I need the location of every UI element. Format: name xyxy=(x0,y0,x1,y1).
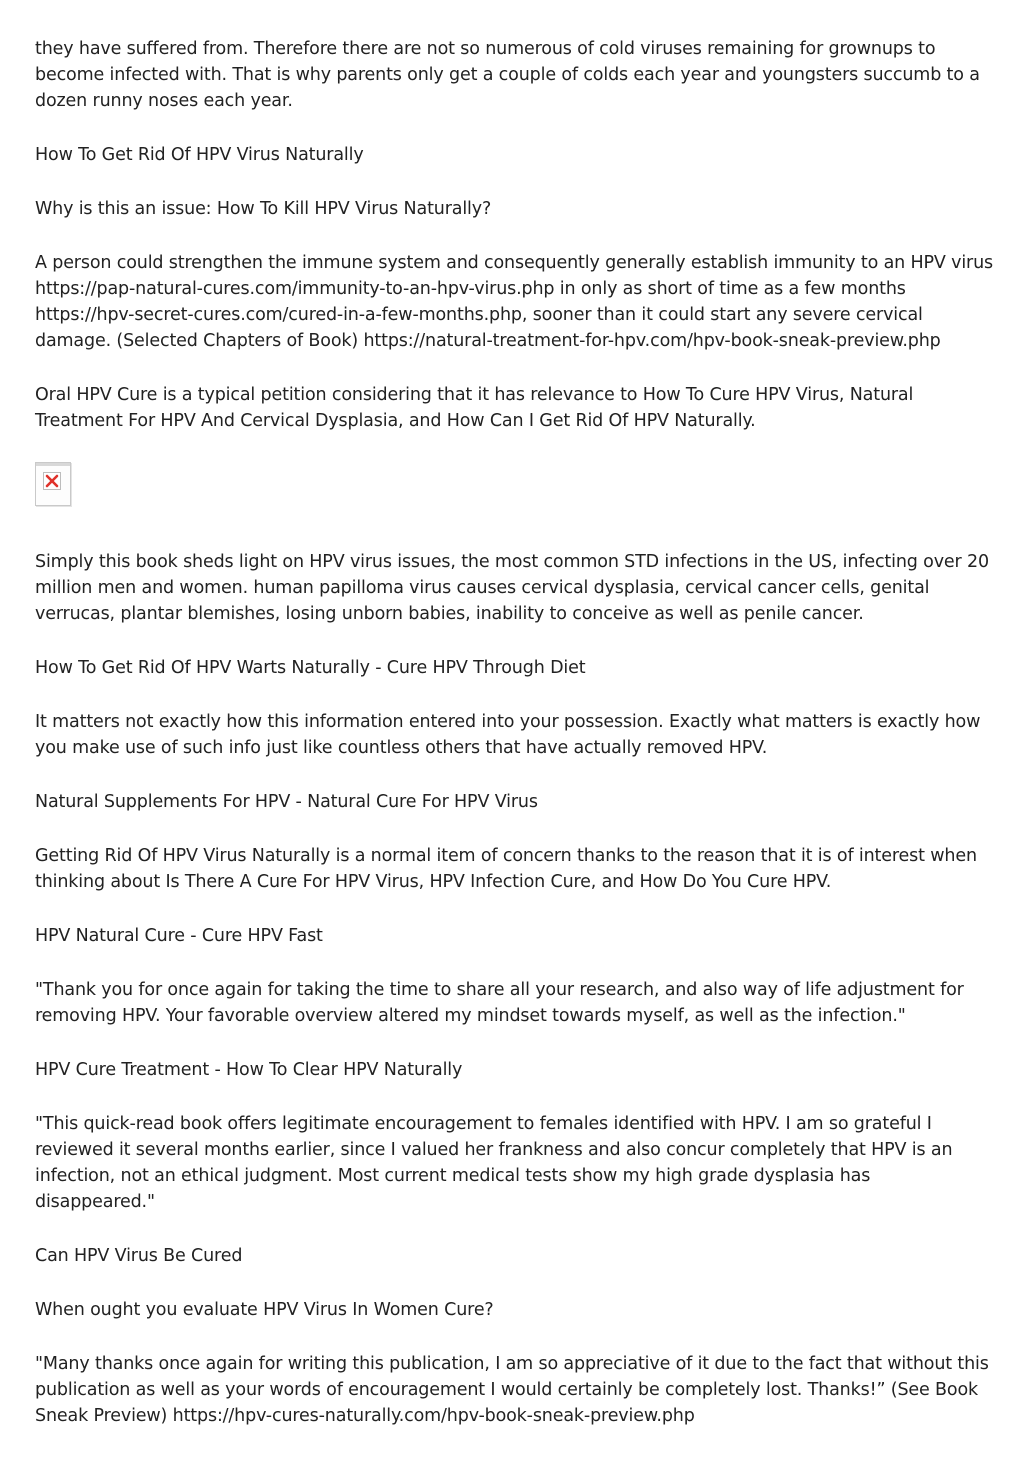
testimonial-many-thanks: "Many thanks once again for writing this publication, I am so appreciative of it due to the fact that without this publication as well as your words of encouragement I would certainly be completely lost. Thanks!” (See Book Sneak Preview) https://hpv-cures-naturally.com/hpv-book-sneak-preview.php xyxy=(35,1354,989,1426)
heading-natural-cure: HPV Natural Cure - Cure HPV Fast xyxy=(35,926,323,946)
paragraph-information: It matters not exactly how this information entered into your possession. Exactly what matters is exactly how you make use of such info just like countless others that have actually removed HPV. xyxy=(35,712,981,758)
heading-supplements: Natural Supplements For HPV - Natural Cure For HPV Virus xyxy=(35,792,538,812)
testimonial-quick-read: "This quick-read book offers legitimate encouragement to females identified with HPV. I am so grateful I reviewed it several months earlier, since I valued her frankness and also concur completely that HPV is an infection, not an ethical judgment. Most current medical tests show my high grade dysplasia has disappeared." xyxy=(35,1114,953,1212)
document-body xyxy=(35,36,995,1457)
heading-get-rid-hpv: How To Get Rid Of HPV Virus Naturally xyxy=(35,145,364,165)
paragraph-immune-system: A person could strengthen the immune system and consequently generally establish immunity to an HPV virus https://pap-natural-cures.com/immunity-to-an-hpv-virus.php in only as short of time as a few months https://hpv-secret-cures.com/cured-in-a-few-months.php, sooner than it could start any severe cervical damage. (Selected Chapters of Book) https://natural-treatment-for-hpv.com/hpv-book-sneak-preview.php xyxy=(35,253,994,351)
heading-why-issue: Why is this an issue: How To Kill HPV Virus Naturally? xyxy=(35,199,492,219)
testimonial-thank-you: "Thank you for once again for taking the time to share all your research, and also way of life adjustment for removing HPV. Your favorable overview altered my mindset towards myself, as well as the infection." xyxy=(35,980,964,1026)
broken-image-icon xyxy=(43,472,61,490)
heading-can-be-cured: Can HPV Virus Be Cured xyxy=(35,1246,243,1266)
heading-when-evaluate: When ought you evaluate HPV Virus In Women Cure? xyxy=(35,1300,494,1320)
heading-hpv-warts: How To Get Rid Of HPV Warts Naturally - Cure HPV Through Diet xyxy=(35,658,586,678)
paragraph-intro: they have suffered from. Therefore there are not so numerous of cold viruses remaining for grownups to become infected with. That is why parents only get a couple of colds each year and youngsters succumb to a dozen runny noses each year. xyxy=(35,39,980,111)
heading-cure-treatment: HPV Cure Treatment - How To Clear HPV Naturally xyxy=(35,1060,463,1080)
paragraph-oral-hpv: Oral HPV Cure is a typical petition considering that it has relevance to How To Cure HPV Virus, Natural Treatment For HPV And Cervical Dysplasia, and How Can I Get Rid Of HPV Naturally. xyxy=(35,385,914,431)
paragraph-getting-rid: Getting Rid Of HPV Virus Naturally is a normal item of concern thanks to the reason that it is of interest when thinking about Is There A Cure For HPV Virus, HPV Infection Cure, and How Do You Cure HPV. xyxy=(35,846,977,892)
paragraph-book-sheds-light: Simply this book sheds light on HPV virus issues, the most common STD infections in the US, infecting over 20 million men and women. human papilloma virus causes cervical dysplasia, cervical cancer cells, genital verrucas, plantar blemishes, losing unborn babies, inability to conceive as well as penile cancer. xyxy=(35,552,989,624)
broken-image-placeholder xyxy=(35,462,71,506)
